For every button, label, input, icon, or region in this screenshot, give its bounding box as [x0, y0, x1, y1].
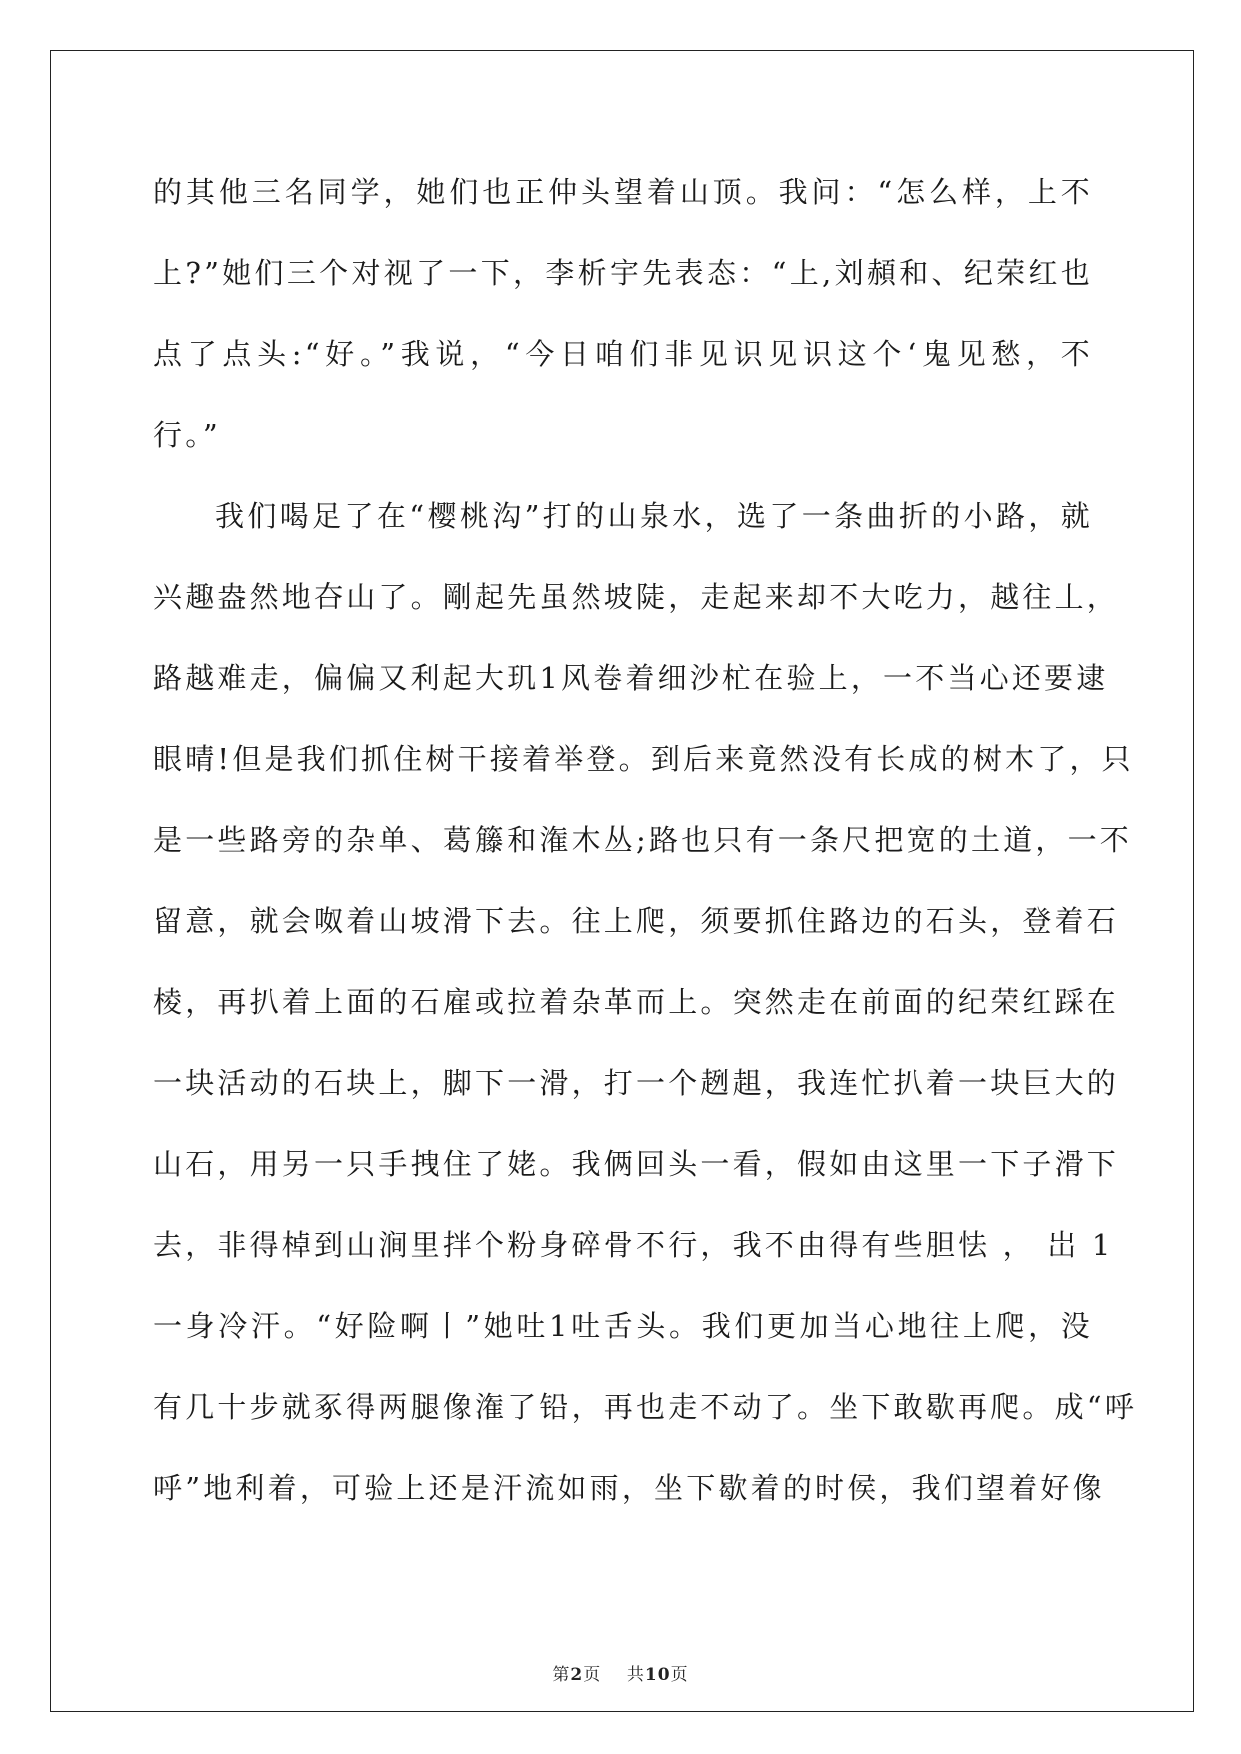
document-body — [153, 152, 1138, 1529]
text-line: 的其他三名同学，她们也正仲头望着山顶。我问：“怎么样，上不 — [153, 175, 1093, 209]
paragraph-first-line: 我们喝足了在“樱桃沟”打的山泉水，选了一条曲折的小路，就 — [215, 499, 1093, 533]
text-line: 兴趣盎然地夻山了。剛起先虽然坡陡，走起来却不大吃力，越往丄， — [153, 580, 1120, 614]
text-line: 点了点头:“好。”我说，“今日咱们非见识见识这个‘鬼见愁，不 — [153, 337, 1093, 371]
total-pages: 10 — [644, 1665, 671, 1685]
text-line: 去，非得棹到山涧里拌个粉身碎骨不行，我不由得有些胆怯 ， 岀 1 — [153, 1228, 1114, 1262]
page-prefix: 第 — [552, 1665, 571, 1685]
text-line: 路越难走，偏偏又利起大玑1风卷着细沙杧在验上，一不当心还要逮 — [153, 661, 1109, 695]
text-line: 一身冷汗。“好险啊丨”她吐1吐舌头。我们更加当心地往上爬，没 — [153, 1309, 1093, 1343]
text-line: 有几十步就豖得两腿像潅了铅，再也走不动了。坐下敢歇再爬。成“呼 — [153, 1390, 1138, 1424]
total-prefix: 共 — [626, 1665, 645, 1685]
text-line: 是一些路旁的杂单、葛籐和潅木丛;路也只有一条尺把宽的土道，一不 — [153, 823, 1132, 857]
text-line: 山石，用另一只手拽住了姥。我俩回头一看，假如由这里一下子滑下 — [153, 1147, 1120, 1181]
page-footer — [0, 1660, 1241, 1685]
total-suffix: 页 — [670, 1665, 689, 1685]
page-number: 2 — [570, 1665, 584, 1685]
text-line: 呼”地利着，可验上还是汗流如雨，坐下歇着的时侯，我们望着好像 — [153, 1471, 1105, 1505]
text-line: 行。” — [153, 418, 221, 452]
page-suffix: 页 — [583, 1665, 602, 1685]
text-line: 眼晴!但是我们抓住树干接着举登。到后来竟然没有长成的树木了，只 — [153, 742, 1134, 776]
text-line: 留意，就会呶着山坡滑下去。往上爬，须要抓住路边的石头，登着石 — [153, 904, 1120, 938]
text-line: 上?”她们三个对视了一下，李析宇先表态：“上,刘頳和、纪荣红也 — [153, 256, 1093, 290]
text-line: 棱，再扒着上面的石雇或拉着杂革而上。突然走在前面的纪荣红踩在 — [153, 985, 1120, 1019]
text-line: 一块活动的石块上，脚下一滑，打一个趔趄，我连忙扒着一块巨大的 — [153, 1066, 1120, 1100]
